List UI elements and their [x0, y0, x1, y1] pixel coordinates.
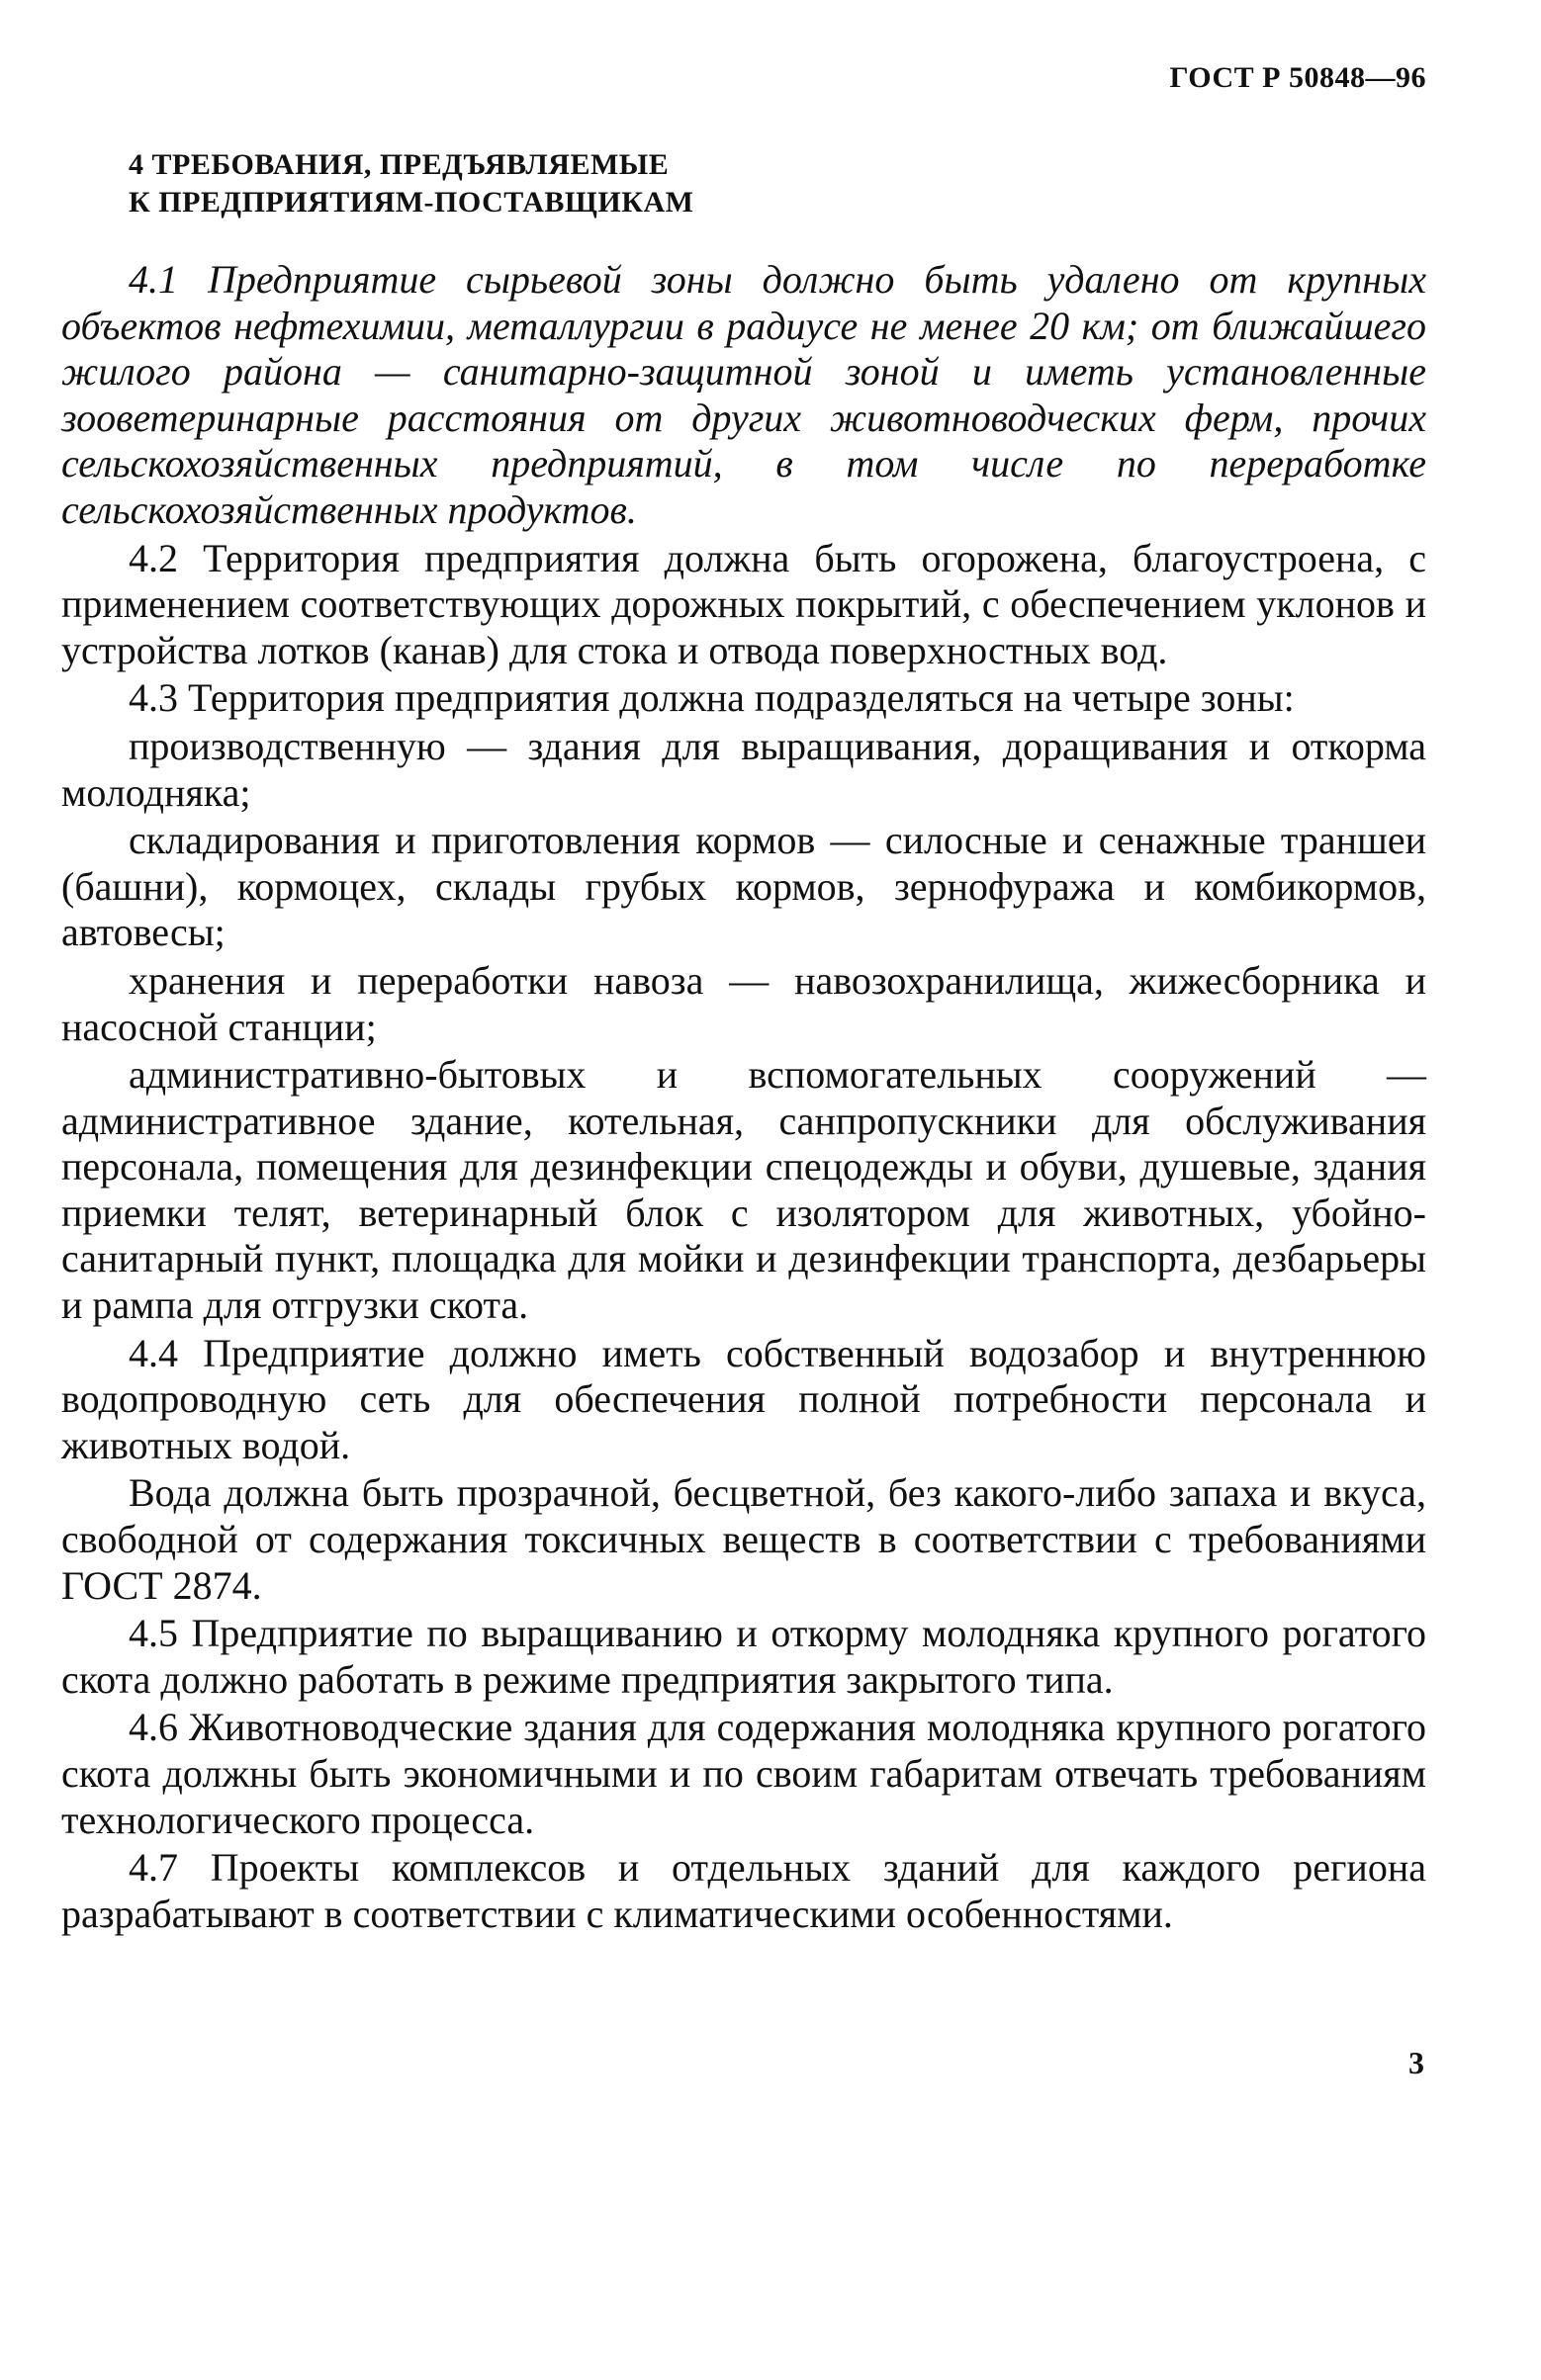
- paragraph-4-7: 4.7 Проекты комплексов и отдельных зданий для каждого региона разрабатывают в соответствии с климатическими особенностями.: [61, 1845, 1426, 1936]
- paragraph-4-3: 4.3 Территория предприятия должна подразделяться на четыре зоны:: [129, 675, 1295, 721]
- section-body: [61, 257, 1426, 1939]
- paragraph-4-4: 4.4 Предприятие должно иметь собственный водозабор и внутреннюю водопроводную сеть для обеспечения полной потребности персонала и животных водой.: [61, 1330, 1426, 1467]
- zone-manure: хранения и переработки навоза — навозохранилища, жижесборника и насосной станции;: [61, 957, 1426, 1049]
- paragraph-4-6: 4.6 Животноводческие здания для содержания молодняка крупного рогатого скота должны быть экономичными и по своим габаритам отвечать требованиям технологического процесса.: [61, 1705, 1426, 1842]
- zone-production: производственную — здания для выращивания, доращивания и откорма молодняка;: [61, 723, 1426, 815]
- zone-administrative: административно-бытовых и вспомогательных сооружений — административное здание, котельная, санпропускники для обслуживания персонала, помещения для дезинфекции спецодежды и обуви, душевые, здания приемки телят, ветеринарный блок с изолятором для животных, убойно-санитарный пункт, площадка для мойки и дезинфекции транспорта, дезбарьеры и рампа для отгрузки скота.: [61, 1052, 1426, 1328]
- section-heading-line-2: К ПРЕДПРИЯТИЯМ-ПОСТАВЩИКАМ: [129, 186, 694, 219]
- document-code: ГОСТ Р 50848—96: [1169, 61, 1426, 94]
- section-heading-line-1: 4 ТРЕБОВАНИЯ, ПРЕДЪЯВЛЯЕМЫЕ: [129, 148, 670, 181]
- water-requirements: Вода должна быть прозрачной, бесцветной, без какого-либо запаха и вкуса, свободной от содержания токсичных веществ в соответствии с требованиями ГОСТ 2874.: [61, 1470, 1426, 1608]
- section-heading: [129, 146, 693, 221]
- page-number: 3: [1408, 2045, 1424, 2080]
- paragraph-4-2: 4.2 Территория предприятия должна быть огорожена, благоустроена, с применением соответствующих дорожных покрытий, с обеспечением уклонов и устройства лотков (канав) для стока и отвода поверхностных вод.: [61, 535, 1426, 672]
- zone-feed-storage: складирования и приготовления кормов — силосные и сенажные траншеи (башни), кормоцех, склады грубых кормов, зернофуража и комбикормов, автовесы;: [61, 818, 1426, 955]
- paragraph-4-1: 4.1 Предприятие сырьевой зоны должно быть удалено от крупных объектов нефтехимии, металлургии в радиусе не менее 20 км; от ближайшего жилого района — санитарно-защитной зоной и иметь установленные зооветеринарные расстояния от других животноводческих ферм, прочих сельскохозяйственных предприятий, в том числе по переработке сельскохозяйственных продуктов.: [61, 257, 1426, 532]
- paragraph-4-5: 4.5 Предприятие по выращиванию и откорму молодняка крупного рогатого скота должно работать в режиме предприятия закрытого типа.: [61, 1611, 1426, 1702]
